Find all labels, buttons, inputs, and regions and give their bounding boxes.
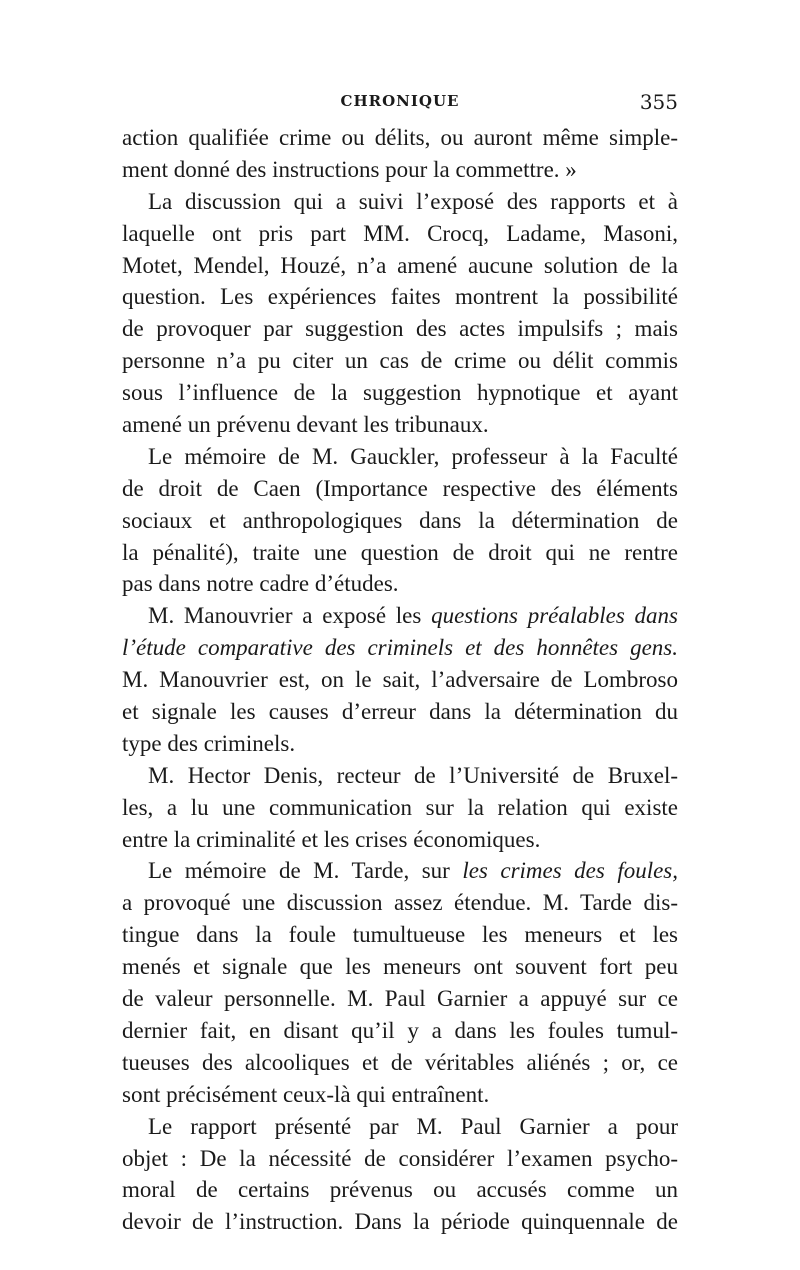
- text-segment: M. Manouvrier a exposé les: [148, 603, 422, 629]
- text-line: de valeur personnelle. M. Paul Garnier a appuyé sur ce: [122, 986, 678, 1012]
- italic-title: questions préalables dans: [431, 603, 678, 629]
- text-line: M. Hector Denis, recteur de l’Université de Bruxel-: [148, 762, 678, 788]
- text-line: La discussion qui a suivi l’exposé des rapports et à: [148, 188, 678, 214]
- text-line: sous l’influence de la suggestion hypnotique et ayant: [122, 380, 678, 406]
- text-line: et signale les causes d’erreur dans la détermination du: [122, 699, 678, 725]
- text-line: de droit de Caen (Importance respective des éléments: [122, 475, 678, 501]
- text-line: entre la criminalité et les crises économiques.: [122, 826, 541, 852]
- text-line: devoir de l’instruction. Dans la période quinquennale de: [122, 1209, 678, 1235]
- text-line: moral de certains prévenus ou accusés comme un: [122, 1177, 678, 1203]
- text-line: dernier fait, en disant qu’il y a dans les foules tumul-: [122, 1017, 678, 1043]
- text-line: sont précisément ceux-là qui entraînent.: [122, 1081, 490, 1107]
- text-line: menés et signale que les meneurs ont souvent fort peu: [122, 954, 678, 980]
- text-line: [122, 855, 678, 887]
- text-line: action qualifiée crime ou délits, ou auront même simple-: [122, 125, 678, 150]
- text-line: Motet, Mendel, Houzé, n’a amené aucune solution de la: [122, 252, 678, 278]
- italic-title: les crimes des foules,: [462, 858, 679, 884]
- text-line: sociaux et anthropologiques dans la détermination de: [122, 507, 678, 533]
- italic-title: l’étude comparative des criminels et des honnêtes gens.: [122, 635, 678, 661]
- text-line: a provoqué une discussion assez étendue. M. Tarde dis-: [122, 890, 678, 916]
- body-text: [122, 122, 678, 1238]
- text-line: tueuses des alcooliques et de véritables aliénés ; or, ce: [122, 1049, 678, 1075]
- text-line: la pénalité), traite une question de droit qui ne rentre: [122, 539, 678, 565]
- text-line: de provoquer par suggestion des actes impulsifs ; mais: [122, 316, 678, 342]
- text-line: [122, 632, 678, 664]
- text-line: question. Les expériences faites montrent la possibilité: [122, 284, 678, 310]
- text-line: Le rapport présenté par M. Paul Garnier a pour: [148, 1113, 678, 1139]
- text-line: Le mémoire de M. Gauckler, professeur à la Faculté: [148, 443, 678, 469]
- text-line: amené un prévenu devant les tribunaux.: [122, 412, 489, 438]
- running-head: CHRONIQUE: [340, 92, 460, 110]
- text-line: tingue dans la foule tumultueuse les meneurs et les: [122, 922, 678, 948]
- text-line: ment donné des instructions pour la commettre. »: [122, 156, 577, 182]
- text-line: M. Manouvrier est, on le sait, l’adversaire de Lombroso: [122, 667, 678, 693]
- text-line: [122, 600, 678, 632]
- text-segment: Le mémoire de M. Tarde, sur: [148, 858, 450, 884]
- text-line: laquelle ont pris part MM. Crocq, Ladame, Masoni,: [122, 220, 678, 246]
- text-line: les, a lu une communication sur la relation qui existe: [122, 794, 678, 820]
- page-header: [122, 90, 678, 120]
- page-number: 355: [639, 90, 678, 114]
- text-line: type des criminels.: [122, 730, 296, 756]
- text-line: objet : De la nécessité de considérer l’examen psycho-: [122, 1145, 678, 1171]
- text-line: pas dans notre cadre d’études.: [122, 571, 399, 597]
- text-line: personne n’a pu citer un cas de crime ou délit commis: [122, 348, 678, 374]
